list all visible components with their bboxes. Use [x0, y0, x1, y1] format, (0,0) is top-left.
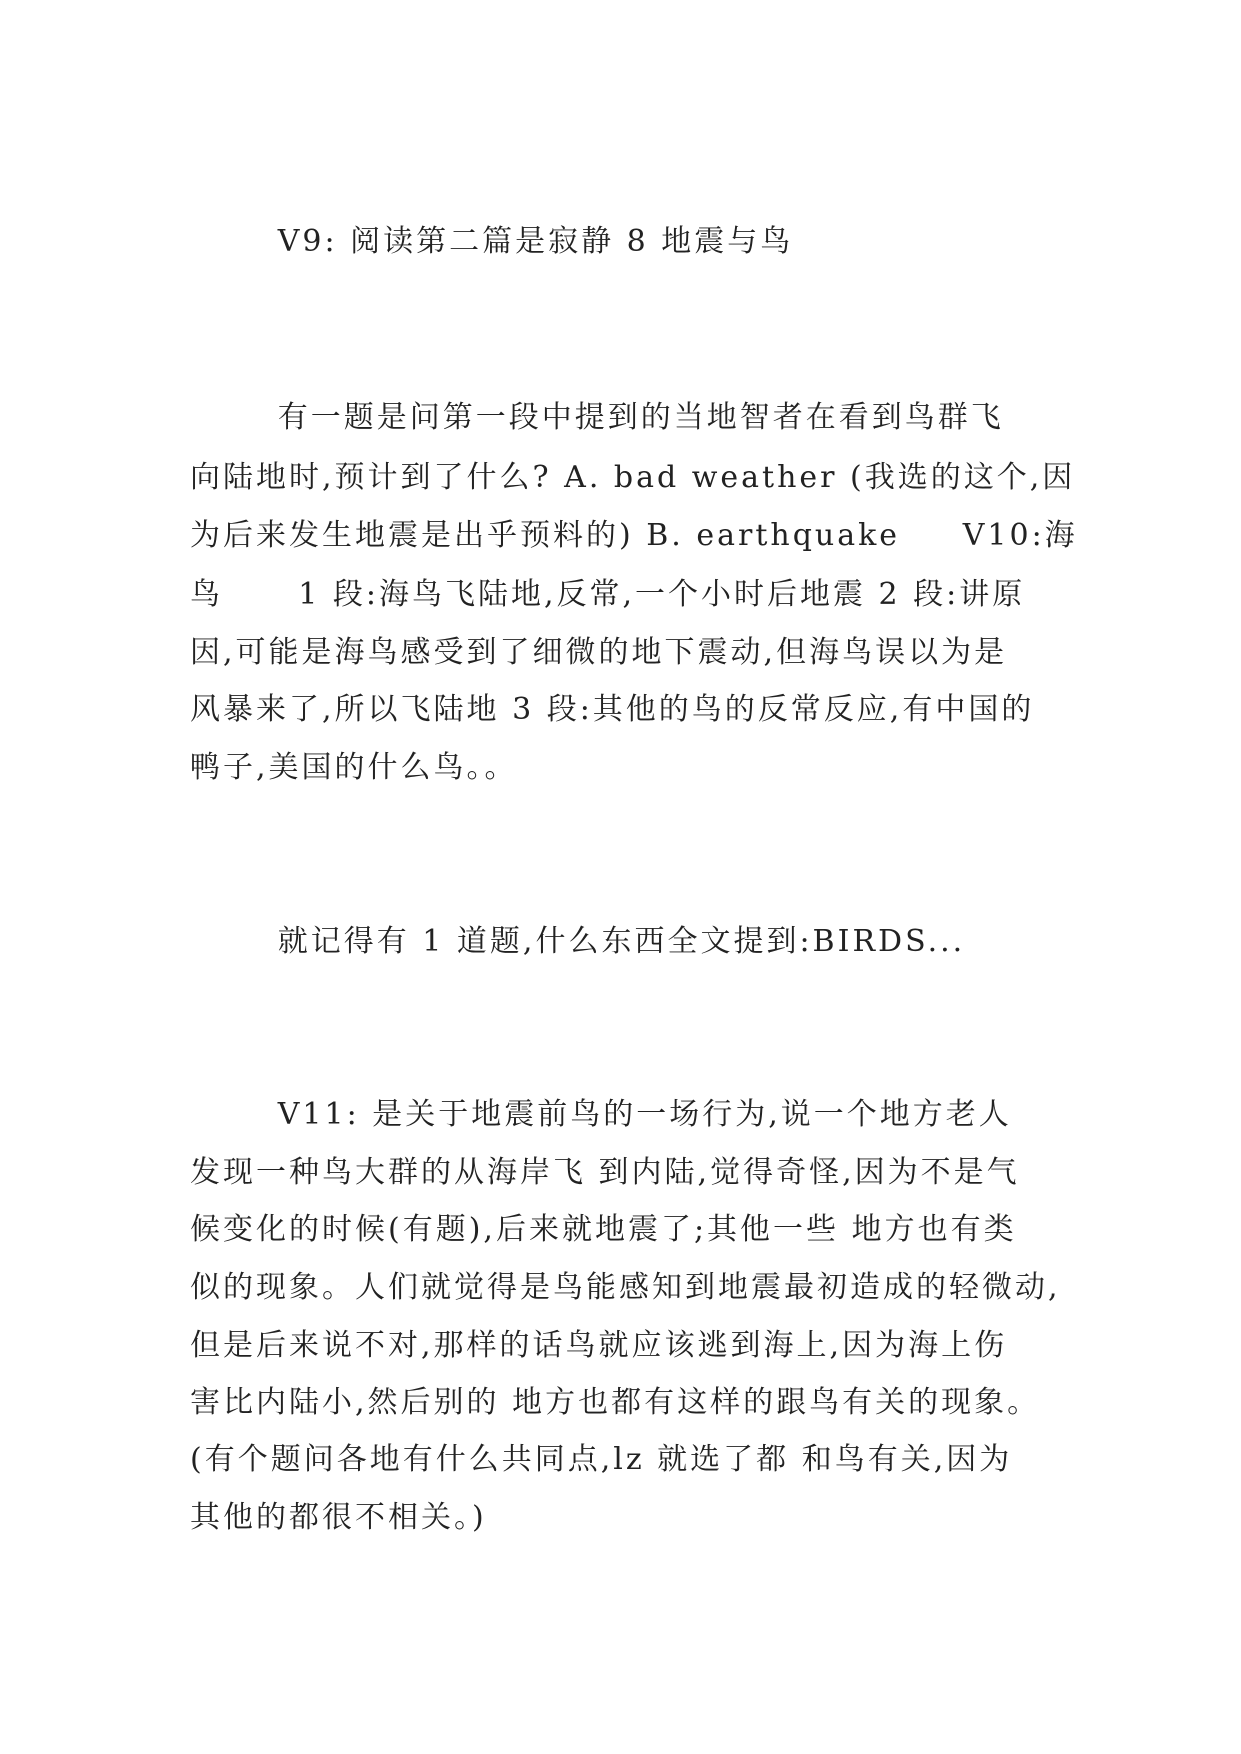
- paragraph-v9-v10-line-6: 风暴来了,所以飞陆地 3 段:其他的鸟的反常反应,有中国的: [190, 692, 1035, 727]
- paragraph-v9-v10-line-2: 向陆地时,预计到了什么? A. bad weather (我选的这个,因: [190, 460, 1076, 495]
- paragraph-v9-v10-line-4: 鸟 1 段:海鸟飞陆地,反常,一个小时后地震 2 段:讲原: [190, 577, 1026, 612]
- paragraph-v9-v10-line-3: 为后来发生地震是出乎预料的) B. earthquake V10:海: [190, 518, 1078, 553]
- paragraph-v11-line-2: 发现一种鸟大群的从海岸飞 到内陆,觉得奇怪,因为不是气: [190, 1155, 1020, 1190]
- paragraph-v11-line-5: 但是后来说不对,那样的话鸟就应该逃到海上,因为海上伤: [190, 1328, 1008, 1363]
- paragraph-v9-v10-line-1: 有一题是问第一段中提到的当地智者在看到鸟群飞: [190, 400, 1004, 435]
- paragraph-v11-line-7: (有个题问各地有什么共同点,lz 就选了都 和鸟有关,因为: [190, 1442, 1013, 1477]
- heading-v9: V9: 阅读第二篇是寂静 8 地震与鸟: [190, 224, 794, 259]
- paragraph-birds-line-1: 就记得有 1 道题,什么东西全文提到:BIRDS...: [190, 924, 966, 959]
- paragraph-v11-line-3: 候变化的时候(有题),后来就地震了;其他一些 地方也有类: [190, 1212, 1017, 1247]
- paragraph-v11-line-6: 害比内陆小,然后别的 地方也都有这样的跟鸟有关的现象。: [190, 1385, 1041, 1420]
- paragraph-v11-line-1: V11: 是关于地震前鸟的一场行为,说一个地方老人: [190, 1097, 1012, 1132]
- paragraph-v11-line-8: 其他的都很不相关。): [190, 1500, 487, 1535]
- paragraph-v9-v10-line-7: 鸭子,美国的什么鸟。。: [190, 750, 518, 785]
- paragraph-v11-line-4: 似的现象。人们就觉得是鸟能感知到地震最初造成的轻微动,: [190, 1270, 1061, 1305]
- paragraph-v9-v10-line-5: 因,可能是海鸟感受到了细微的地下震动,但海鸟误以为是: [190, 635, 1008, 670]
